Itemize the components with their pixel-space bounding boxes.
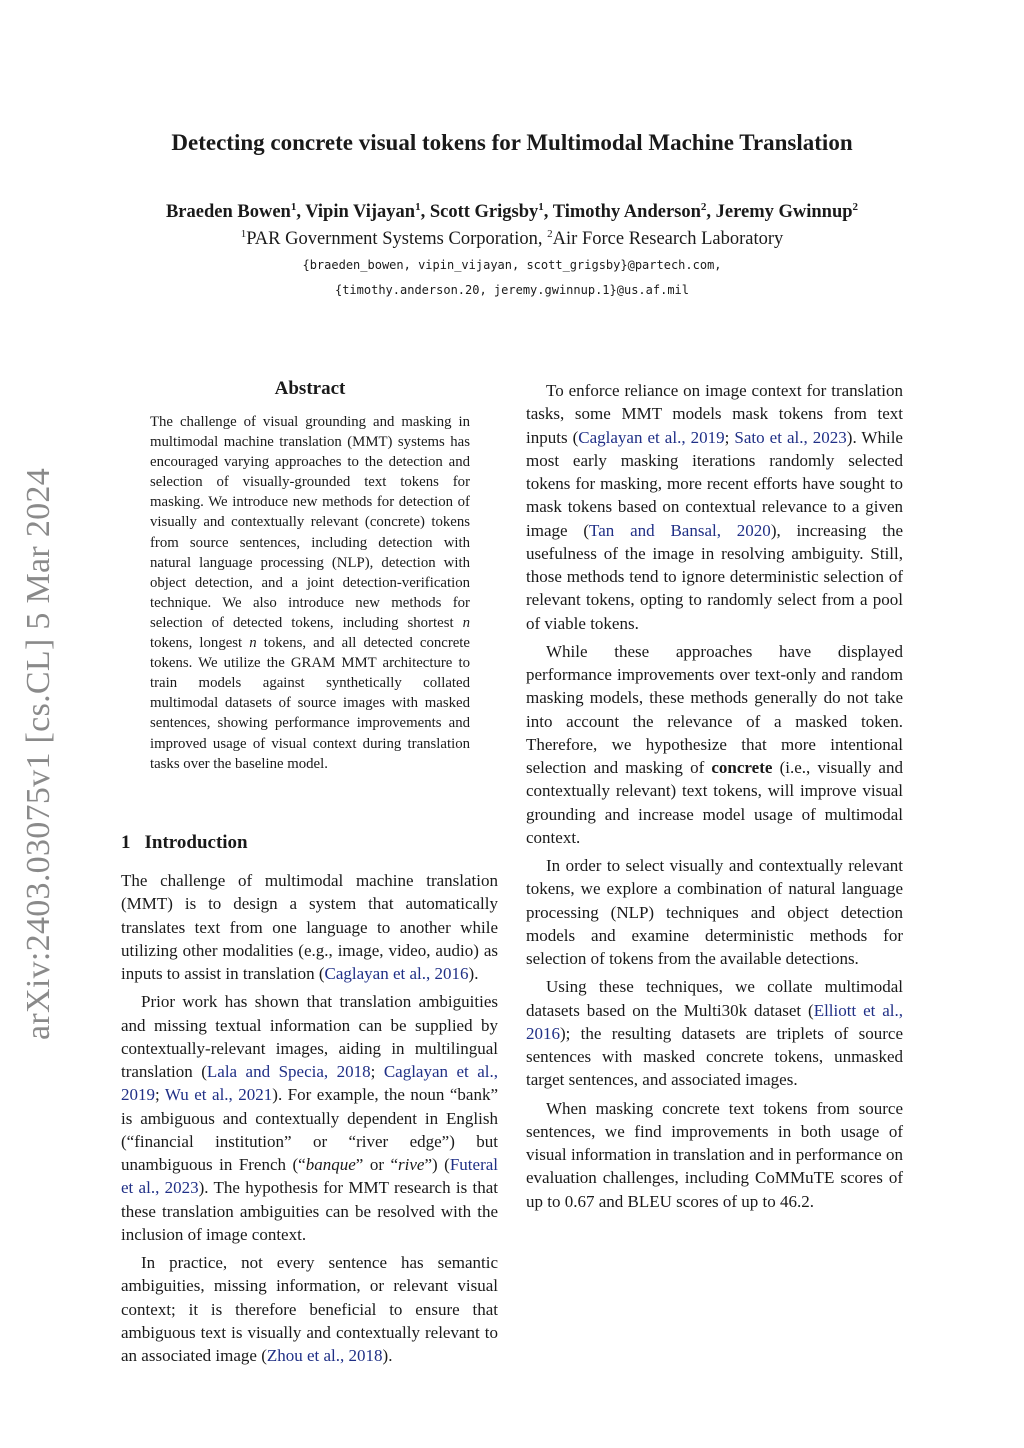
paper-title: Detecting concrete visual tokens for Multimodal Machine Translation — [171, 130, 853, 155]
affiliation-name: Air Force Research Laboratory — [552, 229, 784, 249]
author-list: Braeden Bowen$^1$, Vipin Vijayan$^1$, Scott Grigsby$^1$, Timothy Anderson$^2$, Jeremy Gwinnup$^2$ — [165, 200, 859, 222]
left-column-text — [121, 869, 498, 1372]
arxiv-stamp: arXiv:2403.03075v1 [cs.CL] 5 Mar 2024 — [20, 467, 57, 1040]
author-affiliation-mark: 2 — [700, 200, 707, 213]
paragraph: The challenge of multimodal machine translation (MMT) is to design a system that automatically translates text from one language to another while utilizing other modalities (e.g., image, video, audio) as inputs to assist in translation (Caglayan et al., 2016). — [121, 871, 498, 983]
italic-term: rive — [398, 1155, 425, 1174]
citation-link[interactable]: Lala and Specia, 2018 — [206, 1062, 371, 1081]
affiliation-mark: 1 — [240, 227, 247, 240]
citation-link[interactable]: Futeral et al., 2023 — [121, 1155, 498, 1198]
author-affiliation-mark: 2 — [852, 200, 859, 213]
section-number: 1 — [121, 832, 131, 853]
author-name: Timothy Anderson — [552, 202, 701, 222]
paragraph: When masking concrete text tokens from source sentences, we find improvements in both usage of visual information in translation and in performance on evaluation challenges, including CoMMuTE scores of up to 0.67 and BLEU scores of up to 46.2. — [526, 1098, 903, 1211]
citation-link[interactable]: Caglayan et al., 2019 — [578, 427, 725, 447]
author-affiliation-mark: 1 — [538, 200, 544, 213]
author-name: Braeden Bowen — [165, 202, 291, 222]
affiliation-name: PAR Government Systems Corporation — [246, 229, 538, 249]
paragraph: Prior work has shown that translation ambiguities and missing textual information can be supplied by contextually-relevant images, aiding in multilingual translation (Lala and Specia, 2018; Caglayan et al., 2019; Wu et al., 2021). For example, the noun “bank” is ambiguous and contextually dependent in English (“financial institution” or “river edge”) but unambiguous in French (“banque” or “rive”) (Futeral et al., 2023). The hypothesis for MMT research is that these translation ambiguities can be resolved with the inclusion of image context. — [121, 992, 498, 1244]
email-line: {braeden_bowen, vipin_vijayan, scott_grigsby}@partech.com, — [302, 258, 722, 272]
abstract-heading: Abstract — [274, 378, 346, 399]
email-line: {timothy.anderson.20, jeremy.gwinnup.1}@us.af.mil — [334, 283, 689, 297]
affiliation-list: $^1$PAR Government Systems Corporation, $^2$Air Force Research Laboratory — [240, 227, 784, 249]
author-name: Jeremy Gwinnup — [715, 202, 853, 222]
italic-term: banque — [305, 1155, 356, 1174]
author-affiliation-mark: 1 — [290, 200, 297, 213]
math-n: n — [249, 635, 257, 652]
citation-link[interactable]: Zhou et al., 2018 — [266, 1346, 383, 1365]
citation-link[interactable]: Caglayan et al., 2016 — [324, 964, 469, 983]
author-name: Scott Grigsby — [429, 202, 539, 222]
citation-link[interactable]: Tan and Bansal, 2020 — [589, 520, 771, 540]
affiliation-mark: 2 — [547, 227, 553, 240]
citation-link[interactable]: Sato et al., 2023 — [734, 427, 847, 447]
right-column-text — [526, 379, 903, 1218]
citation-link[interactable]: Wu et al., 2021 — [164, 1085, 273, 1105]
author-affiliation-mark: 1 — [415, 200, 421, 213]
abstract-text: The challenge of visual grounding and masking in multimodal machine translation (MMT) systems has encouraged varying approaches to the detection and selection of visually-grounded text tokens for masking. We introduce new methods for detection of visually and contextually relevant (concrete) tokens from source sentences, including detection with natural language processing (NLP), detection with object detection, and a joint detection-verification technique. We also introduce new methods for selection of detected tokens, including shortest n tokens, longest n tokens, and all detected concrete tokens. We utilize the GRAM MMT architecture to train models against synthetically collated multimodal datasets of source images with masked sentences, showing performance improvements and improved usage of visual context during translation tasks over the baseline model. — [150, 414, 470, 772]
paragraph: In order to select visually and contextually relevant tokens, we explore a combination of natural language processing (NLP) techniques and object detection models and examine deterministic methods for selection of tokens from the available detections. — [526, 856, 903, 968]
paragraph: Using these techniques, we collate multimodal datasets based on the Multi30k dataset (Elliott et al., 2016); the resulting datasets are triplets of source sentences with masked concrete tokens, unmasked target sentences, and associated images. — [526, 977, 903, 1090]
bold-term: concrete — [711, 758, 773, 777]
math-n: n — [462, 614, 470, 631]
citation-link[interactable]: Caglayan et al., 2019 — [121, 1062, 498, 1105]
paragraph: To enforce reliance on image context for translation tasks, some MMT models mask tokens from text inputs (Caglayan et al., 2019; Sato et al., 2023). While most early masking iterations randomly selected tokens for masking, more recent efforts have sought to mask tokens based on contextual relevance to a given image (Tan and Bansal, 2020), increasing the usefulness of the image in resolving ambiguity. Still, those methods tend to ignore deterministic selection of relevant tokens, opting to randomly select from a pool of viable tokens. — [526, 381, 903, 633]
section-heading — [121, 832, 248, 854]
paragraph: While these approaches have displayed performance improvements over text-only and random masking models, these methods generally do not take into account the relevance of a masked token. Therefore, we hypothesize that more intentional selection and masking of concrete (i.e., visually and contextually relevant) text tokens, will improve visual grounding and increase model usage of multimodal context. — [526, 641, 903, 847]
section-title: Introduction — [144, 832, 248, 853]
paragraph: In practice, not every sentence has semantic ambiguities, missing information, or relevant visual context; it is therefore beneficial to ensure that ambiguous text is visually and contextually relevant to an associated image (Zhou et al., 2018). — [121, 1253, 498, 1365]
author-name: Vipin Vijayan — [305, 202, 416, 222]
citation-link[interactable]: Elliott et al., 2016 — [526, 1000, 903, 1043]
